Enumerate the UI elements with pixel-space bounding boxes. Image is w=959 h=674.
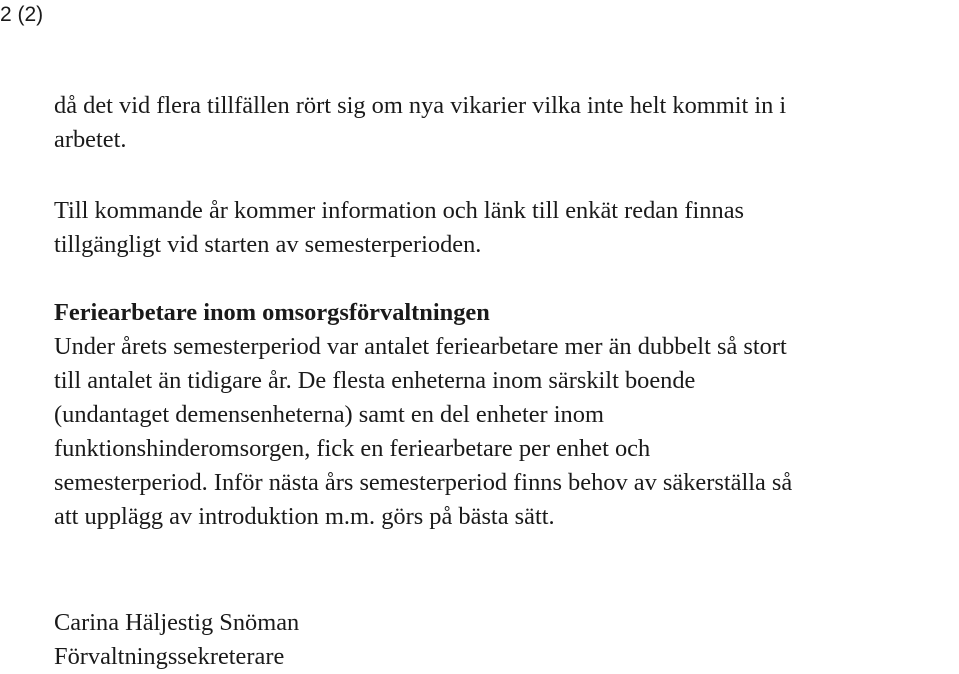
section-heading: Feriearbetare inom omsorgsförvaltningen (54, 299, 490, 326)
next-year-paragraph (54, 194, 954, 262)
paragraph-line: att upplägg av introduktion m.m. görs på bästa sätt. (54, 503, 555, 530)
paragraph-line: till antalet än tidigare år. De flesta enheterna inom särskilt boende (54, 367, 696, 394)
paragraph-line: då det vid flera tillfällen rört sig om nya vikarier vilka inte helt kommit in i (54, 92, 787, 119)
page-number: 2 (2) (0, 3, 44, 26)
paragraph-line: semesterperiod. Inför nästa års semesterperiod finns behov av säkerställa så (54, 469, 793, 496)
signature-block (54, 606, 954, 674)
paragraph-line: arbetet. (54, 126, 127, 153)
paragraph-line: tillgängligt vid starten av semesterperioden. (54, 231, 482, 258)
signature-name: Carina Häljestig Snöman (54, 609, 300, 636)
paragraph-line: Under årets semesterperiod var antalet feriearbetare mer än dubbelt så stort (54, 333, 787, 360)
paragraph-line: funktionshinderomsorgen, fick en feriearbetare per enhet och (54, 435, 651, 462)
paragraph-line: (undantaget demensenheterna) samt en del enheter inom (54, 401, 604, 428)
continuation-paragraph (54, 89, 954, 157)
signature-title: Förvaltningssekreterare (54, 643, 285, 670)
paragraph-line: Till kommande år kommer information och länk till enkät redan finnas (54, 197, 745, 224)
feriearbetare-section (54, 296, 954, 534)
